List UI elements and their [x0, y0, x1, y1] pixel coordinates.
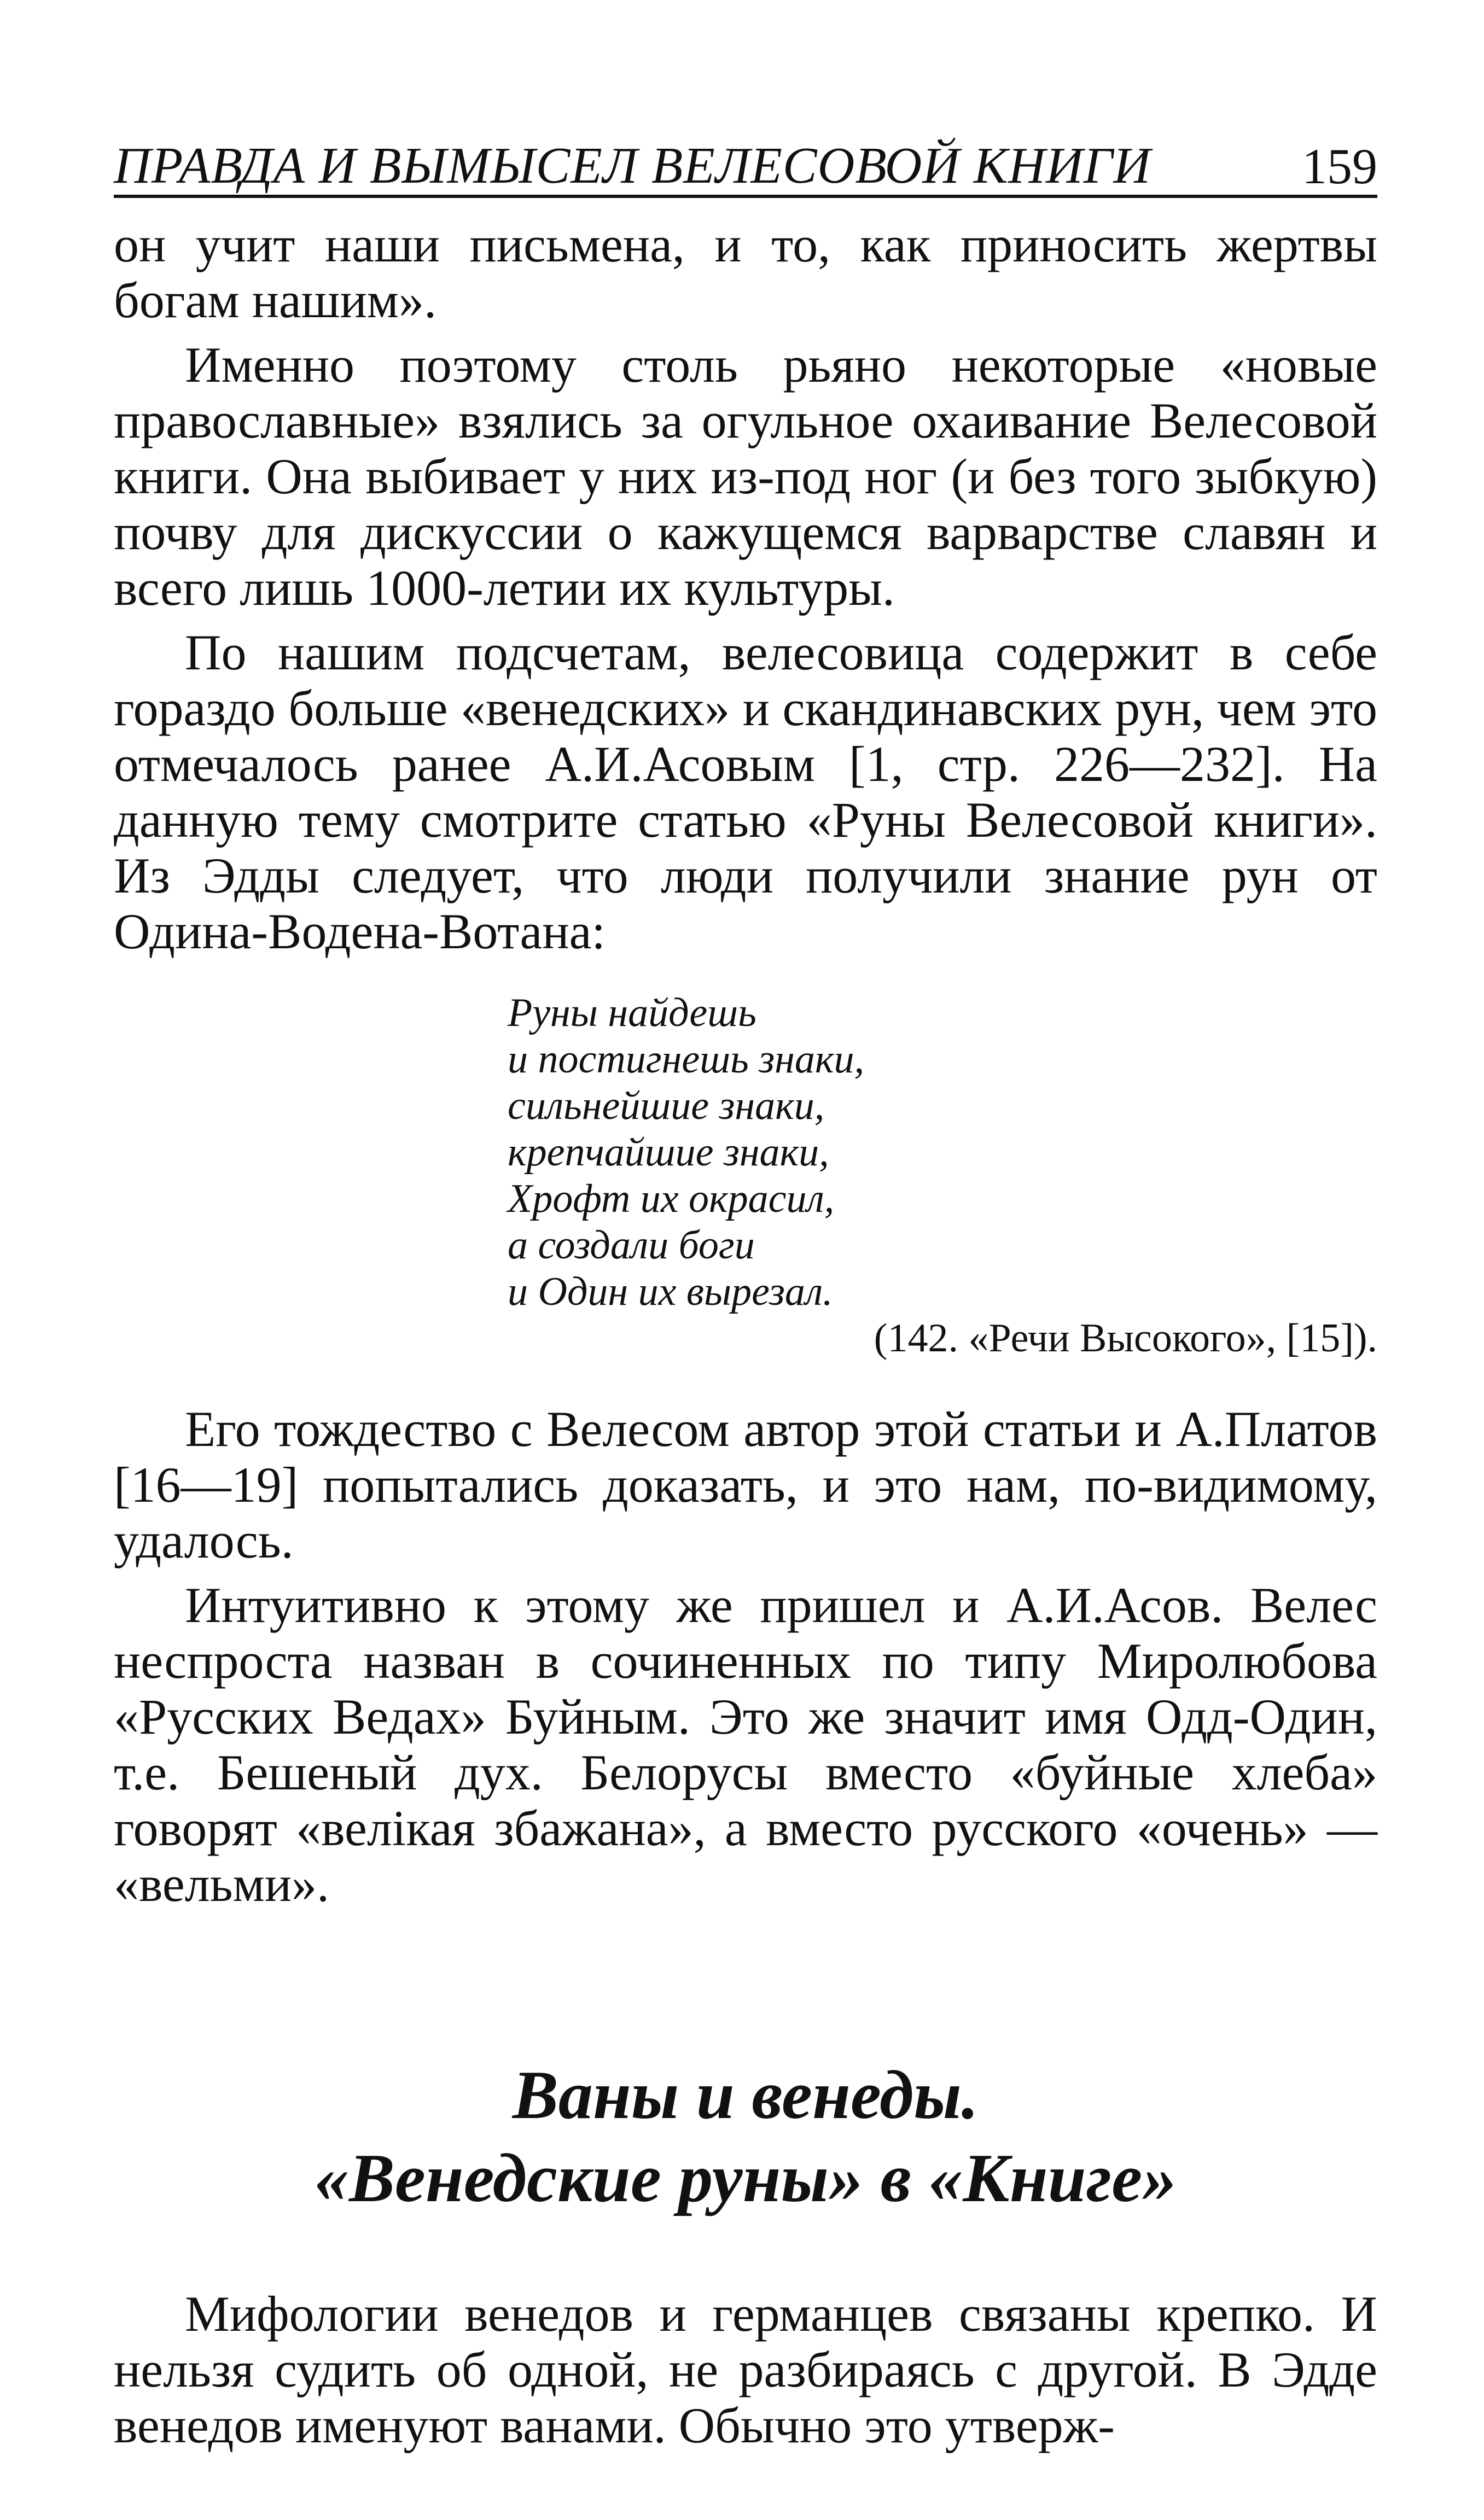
section-heading-line: Ваны и венеды.: [512, 2057, 979, 2133]
body-text-bottom: [114, 2286, 1377, 2453]
poem-line: Руны найдешь: [508, 990, 756, 1035]
poem-line: и постигнешь знаки,: [508, 1037, 864, 1082]
poem-quote: [508, 990, 1377, 1315]
page-number: 159: [1302, 138, 1377, 194]
page-header: [114, 126, 1377, 198]
paragraph: Именно поэтому столь рьяно некоторые «новые православные» взялись за огульное охаивание Велесовой книги. Она выбивает у них из-под ног (и без того зыбкую) почву для дискуссии о кажущемся варварстве славян и всего лишь 1000-летии их культуры.: [114, 337, 1377, 616]
running-title: ПРАВДА И ВЫМЫСЕЛ ВЕЛЕСОВОЙ КНИГИ: [114, 137, 1151, 194]
section-heading-line: «Венедские руны» в «Книге»: [314, 2140, 1177, 2216]
poem-line: сильнейшие знаки,: [508, 1083, 825, 1128]
body-text: [114, 217, 1377, 959]
poem-line: а создали боги: [508, 1223, 755, 1268]
paragraph: он учит наши письмена, и то, как приносить жертвы богам нашим».: [114, 217, 1377, 328]
paragraph: Мифологии венедов и германцев связаны крепко. И нельзя судить об одной, не разбираясь с другой. В Эдде венедов именуют ванами. Обычно это утверж-: [114, 2286, 1377, 2453]
paragraph: Его тождество с Велесом автор этой статьи и А.Платов [16—19] попытались доказать, и это нам, по-видимому, удалось.: [114, 1401, 1377, 1568]
poem-line: и Один их вырезал.: [508, 1269, 833, 1314]
book-page: [114, 126, 1377, 2453]
paragraph: Интуитивно к этому же пришел и А.И.Асов. Велес неспроста назван в сочиненных по типу Миролюбова «Русских Ведах» Буйным. Это же значит имя Одд-Один, т.е. Бешеный дух. Белорусы вместо «буйные хлеба» говорят «велiкая збажана», а вместо русского «очень» — «вельми».: [114, 1577, 1377, 1912]
poem-line: крепчайшие знаки,: [508, 1130, 829, 1175]
section-heading: [114, 2054, 1377, 2220]
poem-citation: (142. «Речи Высокого», [15]).: [874, 1316, 1377, 1361]
paragraph: По нашим подсчетам, велесовица содержит в себе гораздо больше «венедских» и скандинавских рун, чем это отмечалось ранее А.И.Асовым [1, стр. 226—232]. На данную тему смотрите статью «Руны Велесовой книги». Из Эдды следует, что люди получили знание рун от Одина-Водена-Вотана:: [114, 625, 1377, 959]
poem-line: Хрофт их окрасил,: [508, 1176, 835, 1221]
body-text-middle: [114, 1401, 1377, 1912]
